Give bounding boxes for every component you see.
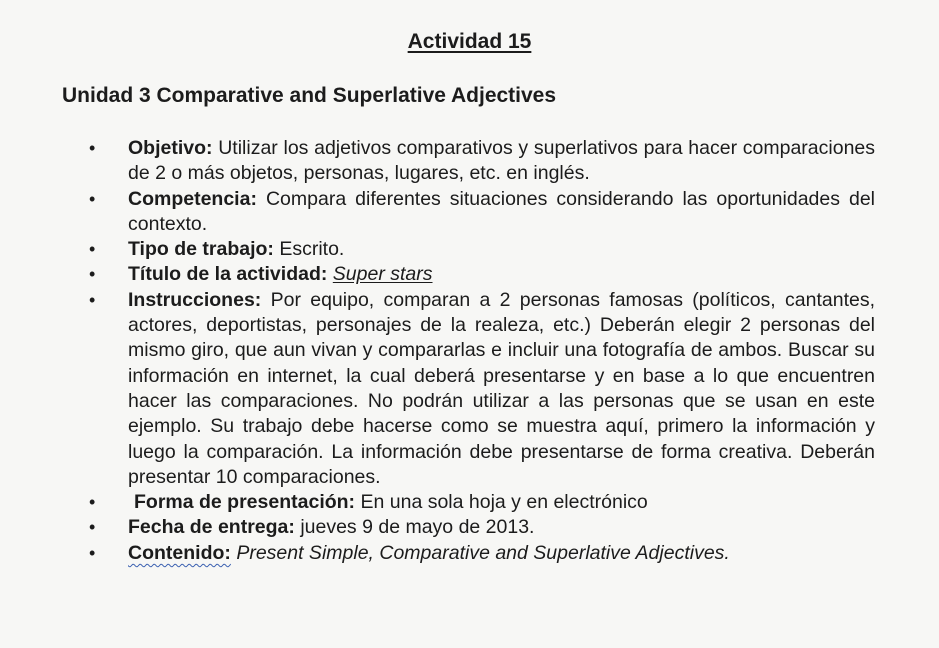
unit-heading (62, 84, 556, 108)
item-text: En una sola hoja y en electrónico (360, 491, 648, 514)
item-label: Competencia: (128, 187, 257, 210)
item-text: Utilizar los adjetivos comparativos y superlativos para hacer comparaciones de 2 o más objetos, personas, lugares, etc. en inglés. (128, 137, 876, 185)
bullet-icon: • (89, 188, 96, 209)
list-item-competencia (0, 187, 939, 238)
list-item-forma-de-presentacion (0, 490, 939, 515)
document-title-text: Actividad 15 (407, 30, 532, 53)
document-title (0, 30, 939, 54)
bullet-icon: • (89, 239, 96, 260)
item-label: Tipo de trabajo: (128, 238, 274, 261)
bullet-icon: • (89, 542, 96, 563)
bullet-icon: • (89, 138, 96, 158)
item-text: Super stars (332, 263, 433, 286)
item-text: Por equipo, comparan a 2 personas famosas (políticos, cantantes, actores, deportistas, personajes de la realeza, etc.) Deberán elegir 2 personas del mismo giro, que aun vivan y compararlas e incluir una fotografía de ambos. Buscar su información en internet, la cual deberá presentarse y en base a lo que encuentren hacer las comparaciones. No podrán utilizar a las personas que se usan en este ejemplo. Su trabajo debe hacerse como se muestra aquí, primero la información y luego la comparación. La información debe presentarse de forma creativa. Deberán presentar 10 comparaciones. (128, 288, 875, 488)
bullet-icon: • (89, 289, 96, 310)
unit-heading-text: Unidad 3 Comparative and Superlative Adjectives (62, 84, 557, 107)
item-label: Fecha de entrega: (128, 516, 295, 539)
list-item-tipo-de-trabajo (0, 237, 939, 262)
list-item-fecha-de-entrega (0, 515, 939, 540)
item-text: Escrito. (279, 238, 345, 261)
item-text: Compara diferentes situaciones considerando las oportunidades del contexto. (128, 187, 875, 235)
item-label: Contenido: (128, 541, 231, 564)
bullet-icon: • (89, 492, 96, 513)
activity-details-list (0, 136, 939, 566)
item-text: jueves 9 de mayo de 2013. (300, 516, 535, 539)
list-item-contenido (0, 541, 939, 566)
list-item-instrucciones (0, 288, 939, 490)
bullet-icon: • (89, 517, 96, 538)
item-label: Forma de presentación: (134, 491, 356, 514)
list-item-objetivo (0, 136, 939, 187)
item-label: Objetivo: (128, 137, 213, 159)
list-item-titulo (0, 262, 939, 287)
item-label: Título de la actividad: (128, 263, 328, 286)
item-label: Instrucciones: (128, 288, 262, 311)
bullet-icon: • (89, 264, 96, 285)
item-text: Present Simple, Comparative and Superlative Adjectives. (236, 541, 730, 564)
